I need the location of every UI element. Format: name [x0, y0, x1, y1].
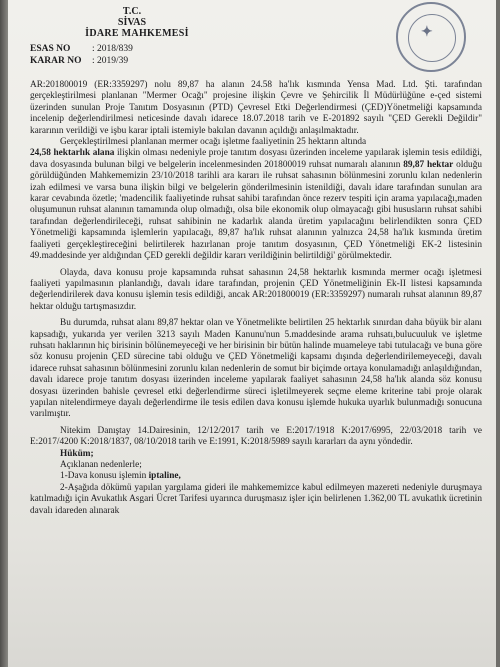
paragraph-1: AR:201800019 (ER:3359297) nolu 89,87 ha alanın 24.58 ha'lık kısmında Yensa Mad. Ltd. Şti. tarafından gerçekleştirilmesi planlanan "Mermer Ocağı" projesine ilişkin Çevre ve Şehircilik İl Müdürlüğüne e-çed sistemi üzerinden sunulan Proje Tanıtım Dosyasının (PTD) Çevresel Etki Değerlendirmesi (ÇED)Yönetmeliği kapsamında incelenip değerlendirilmesi neticesinde davalı idarece 18.07.2018 tarih ve E-201892 sayılı "ÇED Gerekli Değildir" kararının verildiği ve işbu karar iptali istemiyle bakılan davanın açıldığı anlaşılmaktadır.	[30, 80, 482, 136]
paragraph-3: Olayda, dava konusu proje kapsamında ruhsat sahasının 24,58 hektarlık kısmında mermer ocağı işletmesi faaliyeti yapılmasının planlandığı, davalı idare tarafından, projenin ÇED Yönetmeliğinin Ek-II listesi kapsamında değerlendirilerek dava konusu işlemin tesis edildiği, ancak AR:201800019 (ER:3359297) numaralı ruhsat alanının 89,87 hektar olduğu tartışmasızdır.	[30, 267, 482, 312]
document-page	[8, 0, 496, 667]
item1-bold: iptaline,	[148, 471, 181, 482]
p2-bold-area: 24,58 hektarlık alana	[30, 148, 115, 159]
p2-bold-hectare: 89,87 hektar	[403, 159, 454, 170]
official-seal-icon	[396, 2, 466, 72]
page-edge-shadow	[0, 0, 8, 667]
p2-post: olduğu görüldüğünden Mahkememizin 23/10/2018 tarihli ara kararı ile ruhsat sahasının bölünmesini zorunlu kılan nedenlerin izah edilmesi ve varsa buna ilişkin bilgi ve belgelerin gönderilmesinin istenildiği, davalı idare tarafından sunulan ara karar cevabında özetle; 'madencilik faaliyetinde ruhsat sahibi tarafından önce rezerv tespiti için arama yapılacağı,maden oluşumunun ruhsat alanının tamamında olup olmadığı, olsa bile ekonomik olup olmayacağı gibi hususların ruhsat sahibi tarafından değerlendirileceği, ruhsat sahibinin ne kadarlık alanda üretim yapılacağını belirlendikten sonra ÇED Yönetmeliği kapsamında işlemlerin yapılacağı, 89,87 ha'lık ruhsat alanının yalnızca 24,58 ha'lık kısmında üretim faaliyeti gerçekleştireceğini belirtilerek hazırlanan proje tanıtım dosyasının, ÇED Yönetmeliği EK-2 listesinin 49.maddesinde yer aldığından ÇED gerekli değildir kararı verildiğinin belirtildiği' görülmektedir.	[30, 159, 482, 262]
header-tc: T.C.	[122, 6, 142, 17]
document-body	[30, 80, 482, 517]
seal-mark-icon: ✦	[421, 25, 433, 40]
esas-label: ESAS NO	[30, 44, 71, 54]
p2-mid: ilişkin olması nedeniyle proje tanıtım dosyası üzerinden inceleme yapılarak işlemin tesis edildiği, dava dosyasında bulunan bilgi ve belgelerin incelenmesinden 201800019 ruhsat numaralı alanının	[30, 148, 482, 170]
ruling-item-1	[30, 471, 482, 482]
ruling-item-2: 2-Aşağıda dökümü yapılan yargılama gideri ile mahkememizce kabul edilmeyen mazereti nedeniyle duruşmaya katılmadığı için Avukatlık Asgari Ücret Tarifesi uyarınca duruşmasız işler için belirlenen 1.362,00 TL avukatlık ücretinin davalı idareden alınarak	[30, 482, 482, 516]
p2-pre: Gerçekleştirilmesi planlanan mermer ocağı işletme faaliyetinin 25 hektarın altında	[60, 137, 367, 148]
paragraph-5: Nitekim Danıştay 14.Dairesinin, 12/12/2017 tarih ve E:2017/1918 K:2017/6995, 22/03/2018 tarih ve E:2017/4200 K:2018/1837, 08/10/2018 tarih ve E:1991, K:2018/5989 sayılı kararları da aynı yöndedir.	[30, 425, 482, 448]
karar-no-line	[30, 56, 128, 66]
reasons-line: Açıklanan nedenlerle;	[60, 460, 142, 470]
hukum-heading: Hüküm;	[60, 448, 94, 459]
header-city: SİVAS	[117, 17, 147, 28]
item1-pre: 1-Dava konusu işlemin	[60, 471, 149, 482]
karar-value: : 2019/39	[92, 56, 129, 66]
paragraph-4: Bu durumda, ruhsat alanı 89,87 hektar olan ve Yönetmelikte belirtilen 25 hektarlık sınırdan daha büyük bir alanı kapsadığı, yukarıda yer verilen 3213 sayılı Maden Kanunu'nun 5.maddesinde arama ruhsatı,bulucuuluk ve işletme ruhsatı haklarının hiç birisinin bölünemeyeceği ve her birisinin bir bütün halinde muameleye tabi tutulacağı ve buna göre söz konusu projenin ÇED sürecine tabi olduğu ve ÇED Yönetmeliği kapsamı dışında değerlendirilemeyeceği, davalı idarece ruhsat sahasının bölünmesini zorunlu kılan nedenlerin de somut bir biçimde ortaya konulamadığı anlaşıldığından, davalı idarece proje tanıtım dosyası üzerinden inceleme yapılarak faaliyet sahasının 24,58 ha'lık alanda söz konusu dosyası üzerinden bahisle çevresel etki değerlendirme süreci işletilmeyerek seçme eleme kriterine tabi proje olarak yapılan nitelendirmeye dayalı değerlendirme ile tesis edilen dava konusu işlemde hukuka uyarlık bulunmadığı sonucuna varılmıştır.	[30, 318, 482, 420]
esas-value: : 2018/839	[92, 44, 133, 54]
paragraph-2	[30, 137, 482, 262]
header-court: İDARE MAHKEMESİ	[85, 28, 189, 39]
karar-label: KARAR NO	[30, 56, 82, 66]
esas-no-line	[30, 44, 133, 54]
